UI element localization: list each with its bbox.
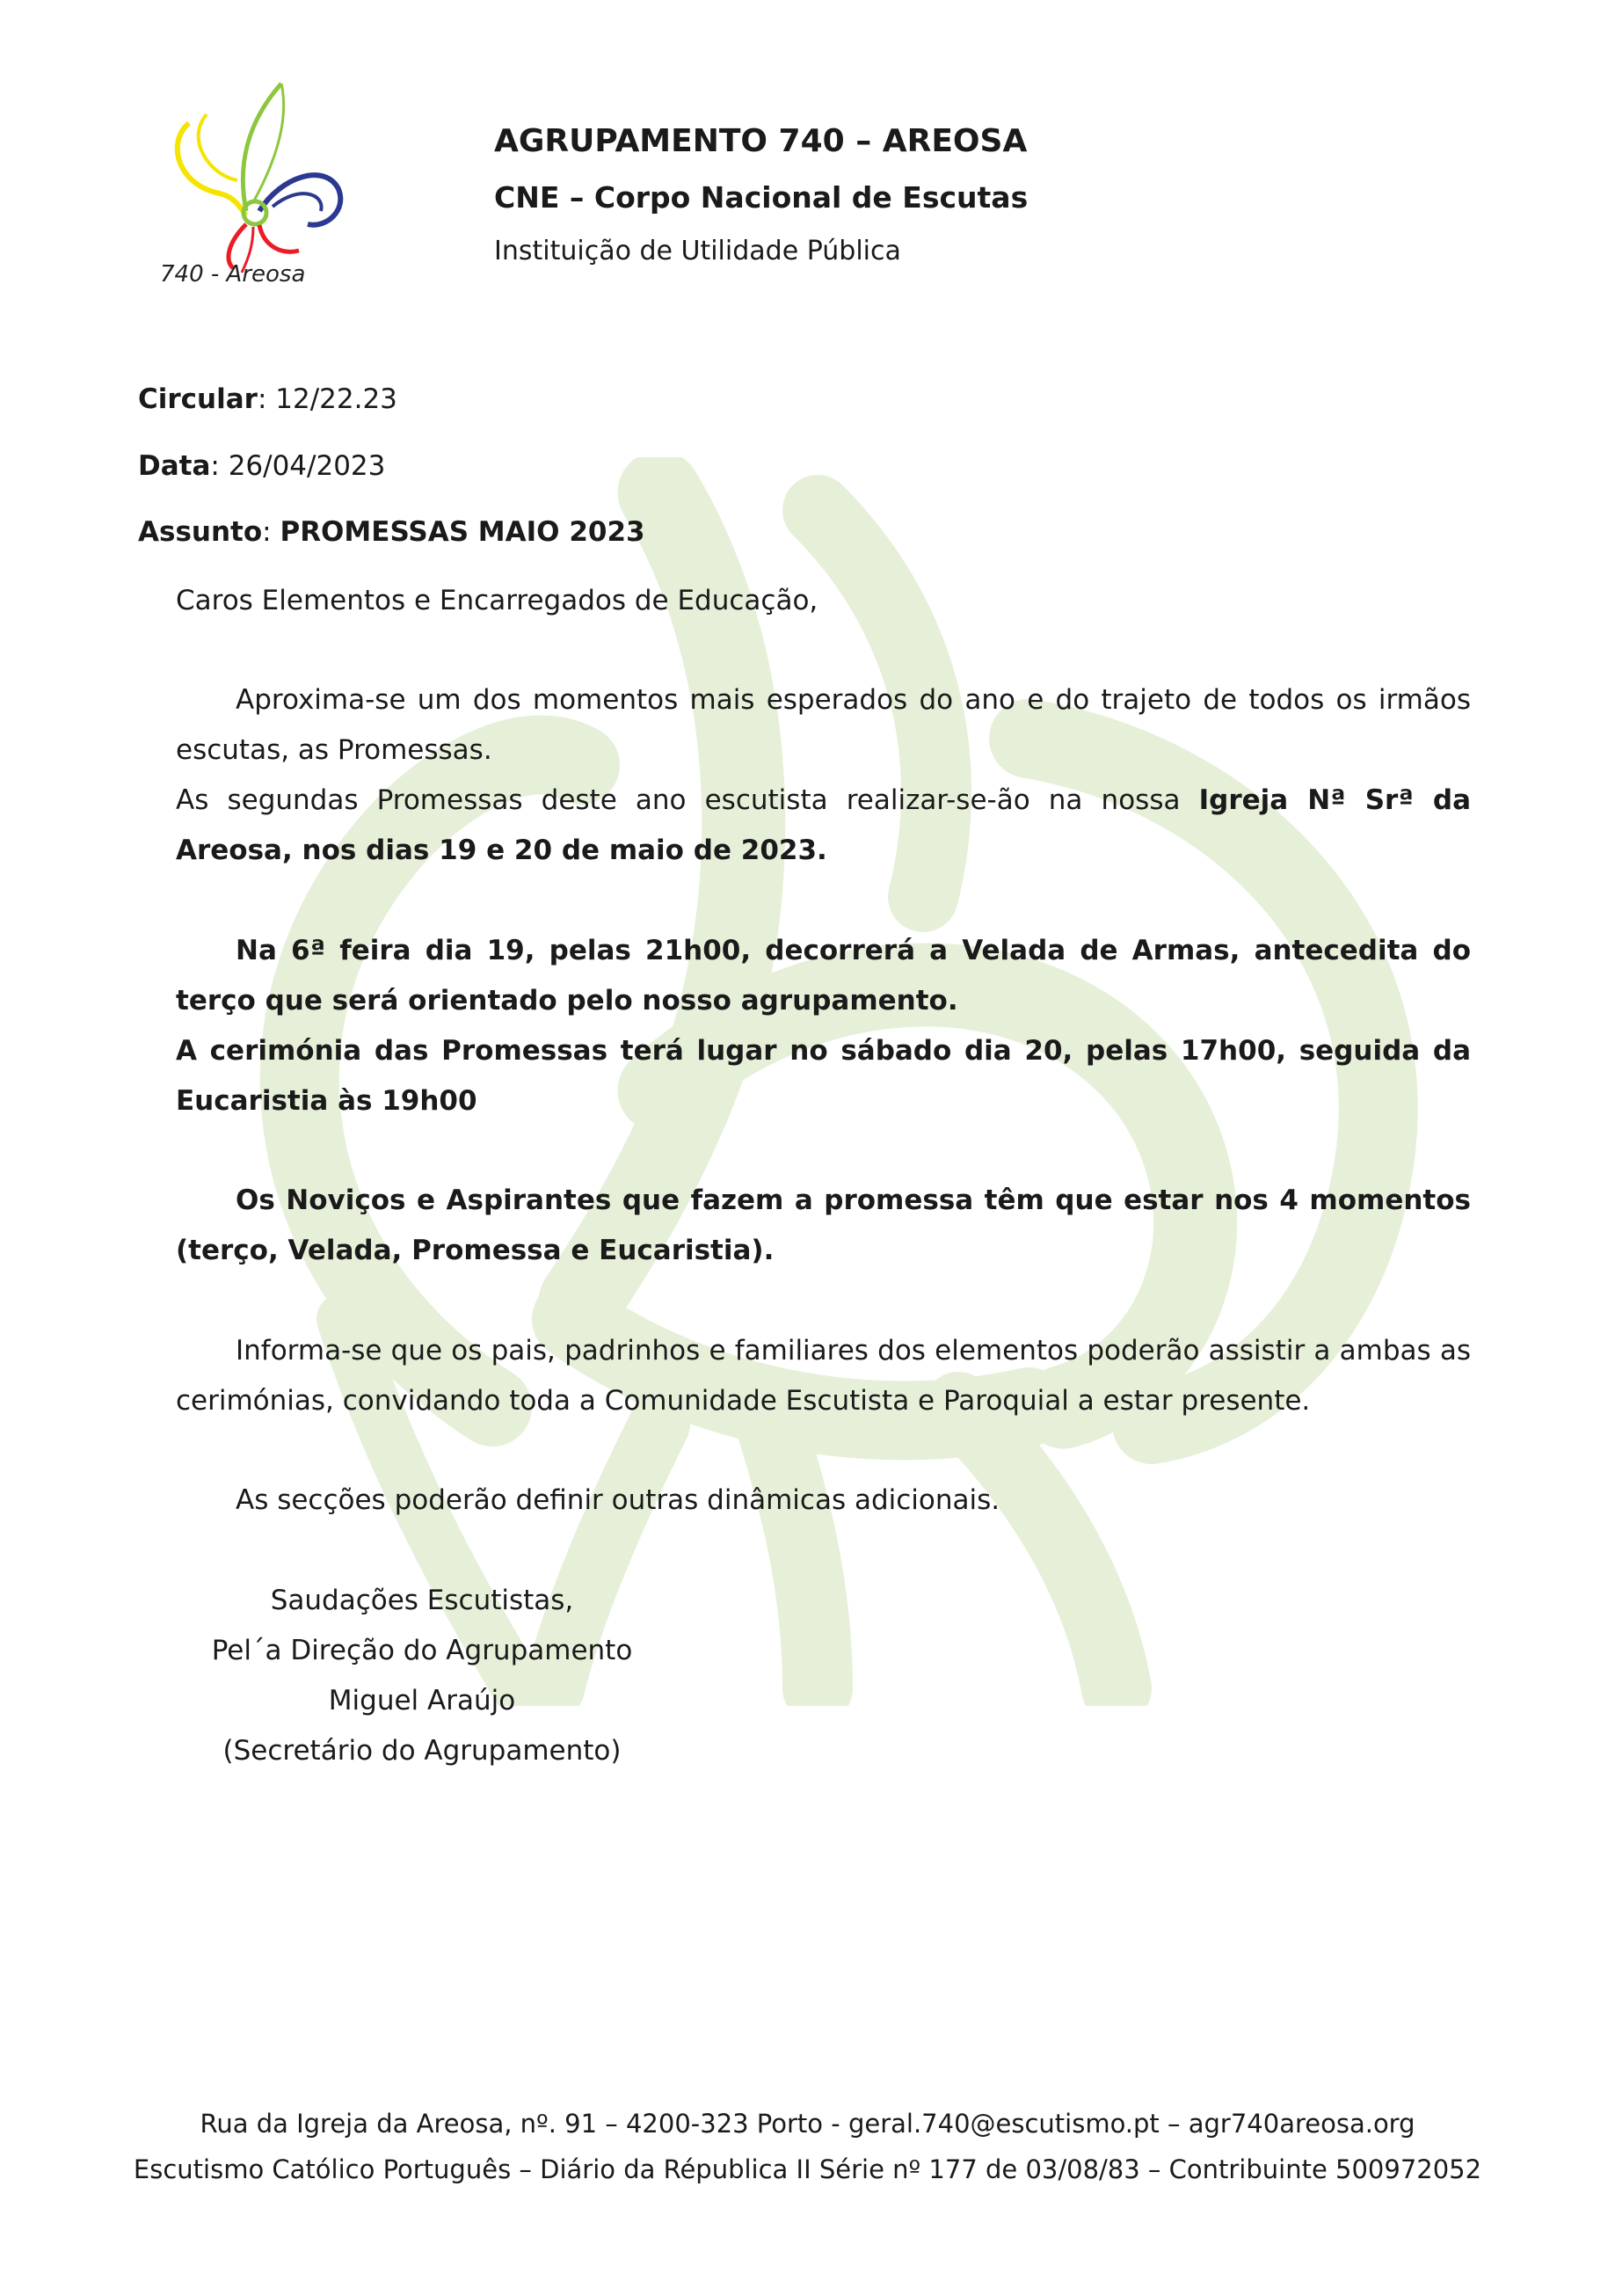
paragraph-novices: Os Noviços e Aspirantes que fazem a promessa têm que estar nos 4 momentos (terço, Velada, Promessa e Eucaristia). xyxy=(176,1184,1471,1266)
signature-block xyxy=(176,1576,668,1776)
paragraph-ceremony: A cerimónia das Promessas terá lugar no sábado dia 20, pelas 17h00, seguida da Eucaristia às 19h00 xyxy=(176,1035,1471,1117)
organization-institution: Instituição de Utilidade Pública xyxy=(494,236,901,266)
location-text: As segundas Promessas deste ano escutista realizar-se-ão na nossa xyxy=(176,784,1199,816)
signature-role: (Secretário do Agrupamento) xyxy=(222,1735,622,1767)
paragraph-parents: Informa-se que os pais, padrinhos e familiares dos elementos poderão assistir a ambas as cerimónias, convidando toda a Comunidade Escutista e Paroquial a estar presente. xyxy=(176,1335,1471,1417)
paragraph-velada: Na 6ª feira dia 19, pelas 21h00, decorrerá a Velada de Armas, antecedita do terço que será orientado pelo nosso agrupamento. xyxy=(176,935,1471,1017)
scout-logo-icon xyxy=(149,70,369,290)
organization-subtitle: CNE – Corpo Nacional de Escutas xyxy=(494,180,1029,215)
signature-name: Miguel Araújo xyxy=(328,1685,516,1717)
date-line xyxy=(138,450,385,482)
paragraph-sections: As secções poderão definir outras dinâmicas adicionais. xyxy=(236,1484,1000,1516)
subject-label: Assunto xyxy=(138,516,263,548)
organization-name: AGRUPAMENTO 740 – AREOSA xyxy=(494,123,1028,159)
circular-value: : 12/22.23 xyxy=(257,383,397,415)
paragraph-location xyxy=(176,776,1471,876)
footer-address: Rua da Igreja da Areosa, nº. 91 – 4200-323 Porto - geral.740@escutismo.pt – agr740areosa.org xyxy=(200,2109,1415,2139)
signature-direction: Pel´a Direção do Agrupamento xyxy=(211,1635,633,1666)
circular-line xyxy=(138,383,397,415)
subject-value: PROMESSAS MAIO 2023 xyxy=(280,516,645,548)
subject-separator: : xyxy=(262,516,280,548)
subject-line xyxy=(138,516,645,548)
location-bold: Igreja Nª Srª da Areosa, nos dias 19 e 20 de maio de 2023. xyxy=(176,784,1471,866)
circular-label: Circular xyxy=(138,383,258,415)
paragraph-intro: Aproxima-se um dos momentos mais esperados do ano e do trajeto de todos os irmãos escutas, as Promessas. xyxy=(176,684,1471,766)
greeting: Caros Elementos e Encarregados de Educação, xyxy=(176,585,818,616)
signature-greeting: Saudações Escutistas, xyxy=(270,1585,574,1616)
date-label: Data xyxy=(138,450,211,482)
footer-legal: Escutismo Católico Português – Diário da Républica II Série nº 177 de 03/08/83 – Contribuinte 500972052 xyxy=(133,2154,1482,2184)
logo-caption: 740 - Areosa xyxy=(160,261,306,288)
date-value: : 26/04/2023 xyxy=(210,450,386,482)
